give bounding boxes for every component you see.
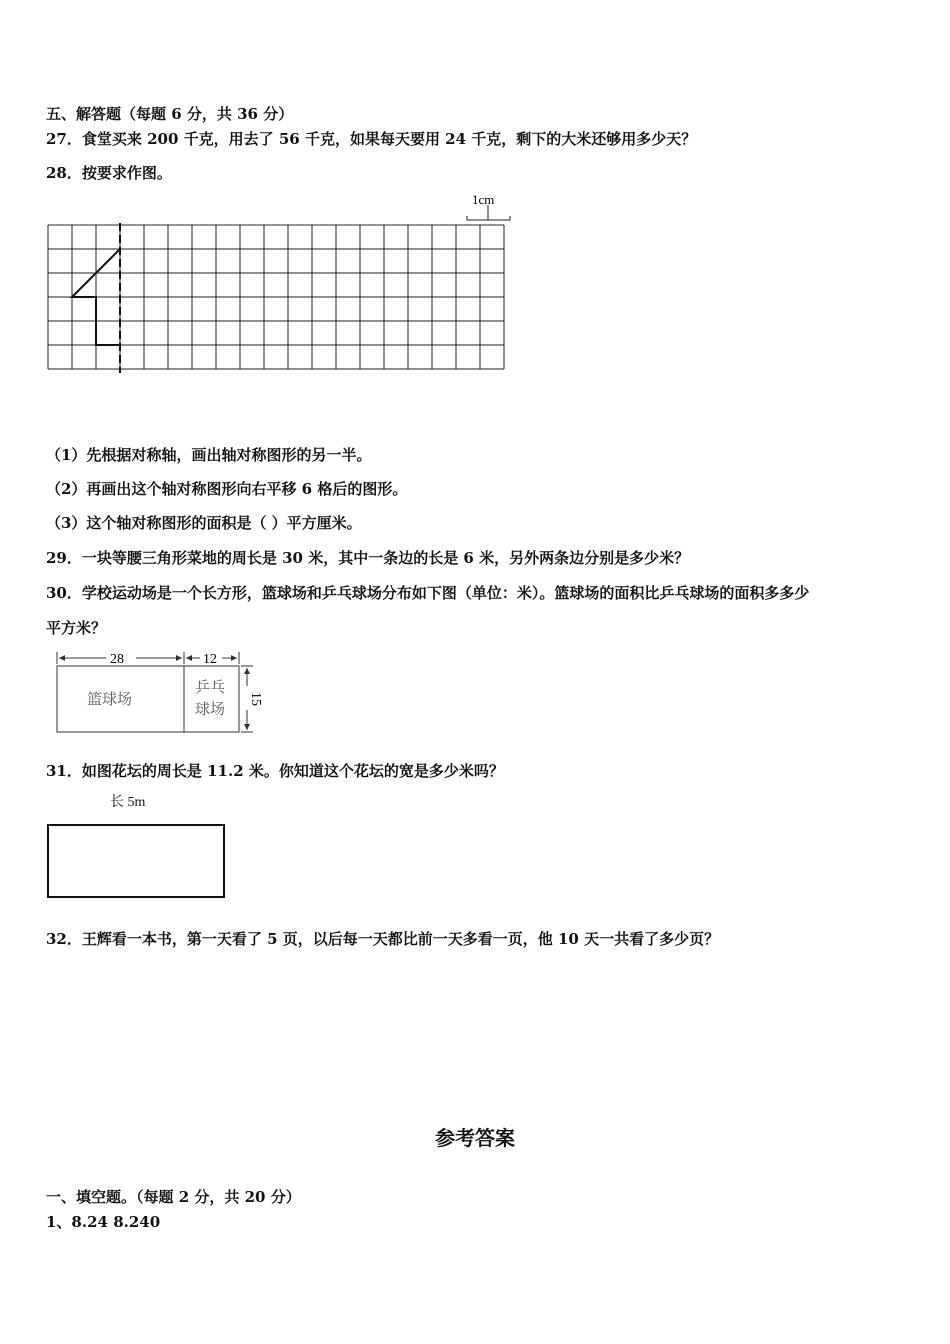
flowerbed-rectangle	[46, 823, 228, 901]
q28-grid-figure	[40, 185, 520, 375]
question-29: 29．一块等腰三角形菜地的周长是 30 米，其中一条边的长是 6 米，另外两条边分别是多少米？	[46, 549, 690, 567]
grid-scale-label: 1cm	[472, 192, 495, 207]
pingpong-label-2: 球场	[195, 702, 226, 718]
scale-bracket	[467, 205, 510, 220]
question-30-line2: 平方米？	[46, 619, 107, 637]
question-32: 32．王辉看一本书，第一天看了 5 页，以后每一天都比前一天多看一页，他 10 天一共看了多少页？	[46, 930, 720, 948]
question-28: 28．按要求作图。	[46, 164, 172, 182]
question-28-sub2: （2）再画出这个轴对称图形向右平移 6 格后的图形。	[46, 480, 408, 498]
flowerbed-length-label: 长 5m	[110, 795, 146, 810]
dim-pingpong: 12	[203, 652, 217, 667]
dim-basketball: 28	[110, 652, 124, 667]
section1-header: 一、填空题。（每题 2 分，共 20 分）	[46, 1188, 301, 1206]
question-28-sub1: （1）先根据对称轴，画出轴对称图形的另一半。	[46, 446, 372, 464]
question-31: 31．如图花坛的周长是 11.2 米。你知道这个花坛的宽是多少米吗？	[46, 762, 504, 780]
q30-field-figure	[50, 648, 265, 740]
question-27: 27．食堂买来 200 千克，用去了 56 千克，如果每天要用 24 千克，剩下的大米还够用多少天？	[46, 130, 697, 148]
section5-header: 五、解答题（每题 6 分，共 36 分）	[46, 105, 294, 123]
answer-1: 1、8.24 8.240	[46, 1213, 161, 1231]
pingpong-label-1: 乒乓	[195, 680, 226, 696]
question-28-sub3: （3）这个轴对称图形的面积是（ ）平方厘米。	[46, 514, 362, 532]
dim-height: 15	[248, 692, 263, 706]
answer-title: 参考答案	[435, 1126, 515, 1150]
question-30-line1: 30．学校运动场是一个长方形，篮球场和乒乓球场分布如下图（单位：米）。篮球场的面积比乒乓球场的面积多多少	[46, 584, 810, 602]
basketball-label: 篮球场	[87, 692, 133, 708]
